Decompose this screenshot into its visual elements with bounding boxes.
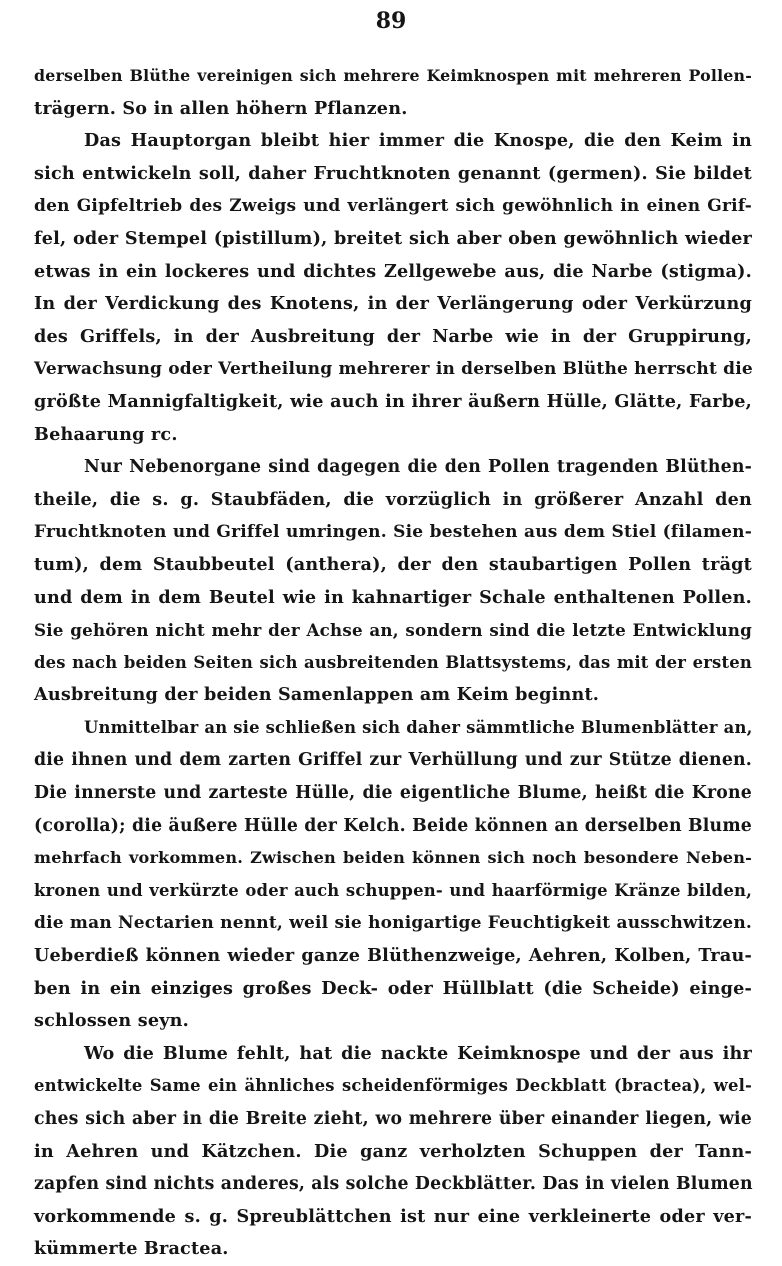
text-line: Behaarung rc.: [34, 423, 178, 445]
text-line: Die innerste und zarteste Hülle, die eigentliche Blume, heißt die Krone: [34, 783, 752, 804]
page-number: 89: [375, 8, 407, 34]
text-line: etwas in ein lockeres und dichtes Zellgewebe aus, die Narbe (stigma).: [34, 260, 752, 282]
text-line: (corolla); die äußere Hülle der Kelch. Beide können an derselben Blume: [34, 815, 752, 836]
text-line: in Aehren und Kätzchen. Die ganz verholzten Schuppen der Tann-: [34, 1140, 752, 1162]
text-line: mehrfach vorkommen. Zwischen beiden können sich noch besondere Neben-: [34, 848, 752, 868]
text-line: größte Mannigfaltigkeit, wie auch in ihrer äußern Hülle, Glätte, Farbe,: [34, 390, 752, 412]
text-line: tum), dem Staubbeutel (anthera), der den staubartigen Pollen trägt: [34, 553, 752, 575]
paragraph: [34, 451, 752, 712]
text-line: Fruchtknoten und Griffel umringen. Sie bestehen aus dem Stiel (filamen-: [34, 522, 752, 543]
text-line: Ueberdieß können wieder ganze Blüthenzweige, Aehren, Kolben, Trau-: [34, 945, 752, 967]
text-line: theile, die s. g. Staubfäden, die vorzüglich in größerer Anzahl den: [34, 488, 752, 510]
text-line: und dem in dem Beutel wie in kahnartiger Schale enthaltenen Pollen.: [34, 586, 752, 608]
text-line: Das Hauptorgan bleibt hier immer die Knospe, die den Keim in: [84, 130, 752, 152]
text-line: schlossen seyn.: [34, 1010, 189, 1032]
body-text: [34, 60, 752, 1266]
text-line: Wo die Blume fehlt, hat die nackte Keimknospe und der aus ihr: [84, 1042, 752, 1064]
paragraph: [34, 712, 752, 1038]
paragraph: [34, 60, 752, 125]
text-line: vorkommende s. g. Spreublättchen ist nur eine verkleinerte oder ver-: [34, 1205, 752, 1227]
text-line: Unmittelbar an sie schließen sich daher sämmtliche Blumenblätter an,: [84, 717, 753, 737]
text-line: sich entwickeln soll, daher Fruchtknoten genannt (germen). Sie bildet: [34, 162, 752, 184]
text-line: den Gipfeltrieb des Zweigs und verlängert sich gewöhnlich in einen Grif-: [34, 196, 752, 217]
text-line: Sie gehören nicht mehr der Achse an, sondern sind die letzte Entwicklung: [34, 620, 752, 641]
text-line: Ausbreitung der beiden Samenlappen am Keim beginnt.: [34, 684, 600, 706]
text-line: des nach beiden Seiten sich ausbreitenden Blattsystems, das mit der ersten: [34, 652, 752, 672]
text-line: des Griffels, in der Ausbreitung der Narbe wie in der Gruppirung,: [34, 325, 752, 347]
text-line: trägern. So in allen höhern Pflanzen.: [34, 97, 408, 119]
text-line: entwickelte Same ein ähnliches scheidenförmiges Deckblatt (bractea), wel-: [34, 1076, 752, 1096]
text-line: ches sich aber in die Breite zieht, wo mehrere über einander liegen, wie: [34, 1109, 752, 1129]
text-line: In der Verdickung des Knotens, in der Verlängerung oder Verkürzung: [34, 293, 752, 315]
text-line: ben in ein einziges großes Deck- oder Hüllblatt (die Scheide) einge-: [34, 977, 752, 999]
text-line: Verwachsung oder Vertheilung mehrerer in derselben Blüthe herrscht die: [34, 359, 753, 380]
text-line: die ihnen und dem zarten Griffel zur Verhüllung und zur Stütze dienen.: [34, 750, 752, 771]
paragraph: [34, 1038, 752, 1266]
text-line: zapfen sind nichts anderes, als solche Deckblätter. Das in vielen Blumen: [34, 1174, 753, 1195]
paragraph: [34, 125, 752, 451]
text-line: kronen und verkürzte oder auch schuppen- und haarförmige Kränze bilden,: [34, 880, 752, 900]
text-line: Nur Nebenorgane sind dagegen die den Pollen tragenden Blüthen-: [84, 457, 752, 478]
text-line: derselben Blüthe vereinigen sich mehrere Keimknospen mit mehreren Pollen-: [34, 66, 752, 85]
text-line: fel, oder Stempel (pistillum), breitet sich aber oben gewöhnlich wieder: [34, 227, 752, 249]
text-line: die man Nectarien nennt, weil sie honigartige Feuchtigkeit ausschwitzen.: [34, 913, 752, 934]
text-line: kümmerte Bractea.: [34, 1238, 229, 1260]
